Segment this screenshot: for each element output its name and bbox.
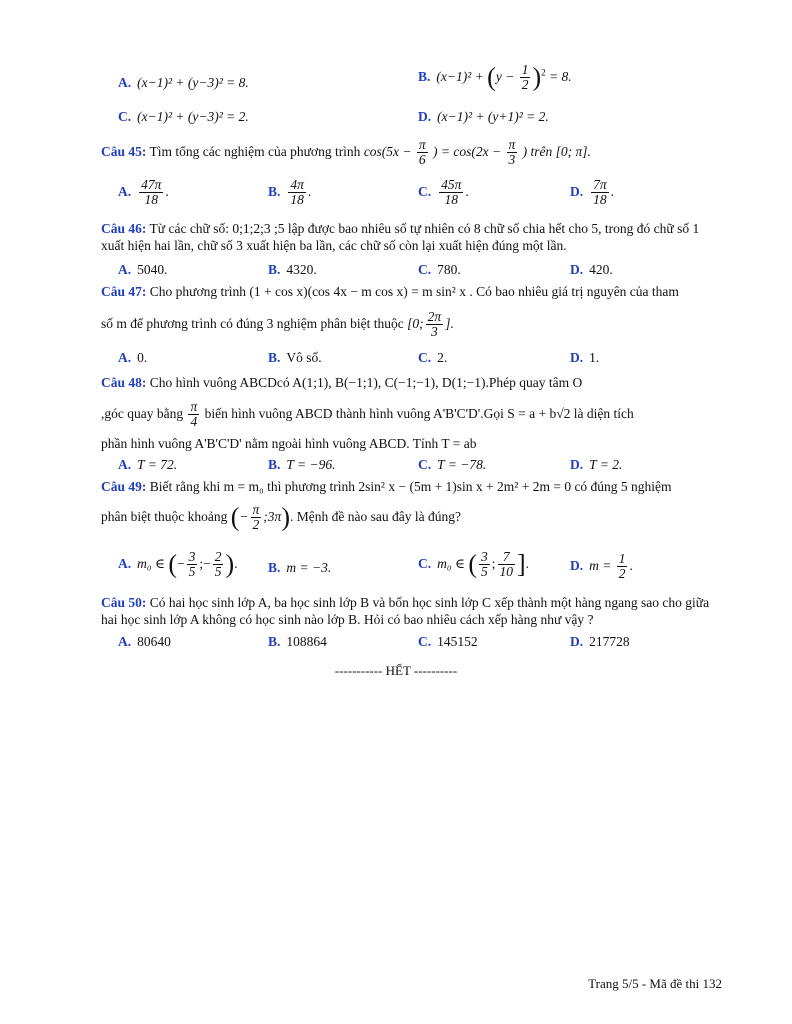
q47-option-d-text: 1. <box>589 350 600 365</box>
q48-option-d-text: T = 2. <box>589 457 623 472</box>
q48-text2b: biến hình vuông ABCD thành hình vuông A'B'C'D'.Gọi S = a + b√2 là diện tích <box>204 405 634 421</box>
q46-option-c-text: 780. <box>437 262 461 277</box>
q47-option-b-label: B. <box>268 350 281 365</box>
q46-option-c <box>418 262 461 278</box>
q44-option-c-text: (x−1)² + (y−3)² = 2. <box>137 109 249 124</box>
q48-label: Câu 48: <box>101 375 147 390</box>
q50-option-b-label: B. <box>268 634 281 649</box>
q49-text2b: . Mệnh đề nào sau đây là đúng? <box>289 508 461 524</box>
q49-c-n1: 3 <box>480 549 488 564</box>
q47-text1: Cho phương trình (1 + cos x)(cos 4x − m cos x) = m sin² x . Có bao nhiêu giá trị nguyên của tham <box>149 284 679 299</box>
q50-option-a <box>118 634 171 650</box>
q50-option-d-label: D. <box>570 634 584 649</box>
q45-eq-mid: ) = cos(2x − <box>433 143 502 159</box>
q49-option-c-label: C. <box>418 555 432 571</box>
q48-stem-line3 <box>101 436 722 452</box>
q46-option-d-label: D. <box>570 262 584 277</box>
q47-interval-right: ]. <box>445 315 454 331</box>
q47-option-b <box>268 350 322 366</box>
q50-stem <box>101 594 721 628</box>
q49-c-d2: 10 <box>499 564 513 580</box>
q45-option-c-num: 45π <box>441 177 462 192</box>
q49-option-c: C. m₀ ∈ ( $\frac{3}{5}$ ; $\frac{7}{10}$ ]. <box>418 549 530 580</box>
q49-stem-line1 <box>101 479 722 495</box>
q48-option-b-text: T = −96. <box>286 457 336 472</box>
q45-option-d-label: D. <box>570 183 584 199</box>
q48-stem-line2 <box>101 400 722 429</box>
q49-option-d-pre: m = <box>589 557 612 573</box>
q45-option-d: D. $\frac{7\pi}{18}$ . <box>570 177 615 208</box>
q46-label: Câu 46: <box>101 221 147 236</box>
q46-option-b-label: B. <box>268 262 281 277</box>
q49-c-post: . <box>525 555 530 571</box>
q46-option-d-text: 420. <box>589 262 613 277</box>
q47-interval-den: 3 <box>431 324 438 340</box>
q49-d-n1: 1 <box>618 551 626 566</box>
q48-option-d <box>570 457 622 473</box>
q49-option-a-label: A. <box>118 555 132 571</box>
q45-option-d-den: 18 <box>593 192 607 208</box>
q48-option-b <box>268 457 336 473</box>
q45-option-d-num: 7π <box>593 177 607 192</box>
q47-stem-line1 <box>101 284 722 300</box>
q45-option-a-label: A. <box>118 183 132 199</box>
q45-option-a-den: 18 <box>144 192 158 208</box>
q47-text2: số m để phương trình có đúng 3 nghiệm phân biệt thuộc <box>101 315 404 331</box>
q49-option-b <box>268 560 331 576</box>
q48-text1: Cho hình vuông ABCDcó A(1;1), B(−1;1), C(−1;−1), D(1;−1).Phép quay tâm O <box>149 375 583 390</box>
q44-b-frac-num: 1 <box>521 62 529 77</box>
q49-stem-line2: phân biệt thuộc khoảng (− $\frac{\pi}{2}$ ;3π). Mệnh đề nào sau đây là đúng? <box>101 502 461 533</box>
q45-eq-right: ) trên [0; π]. <box>522 143 591 159</box>
q45-option-b: B. $\frac{4\pi}{18}$ . <box>268 177 312 208</box>
q46-text: Từ các chữ số: 0;1;2;3 ;5 lập được bao nhiêu số tự nhiên có 8 chữ số chia hết cho 5, trong đó chữ số 1 xuất hiện hai lần, chữ số 3 xuất hiện ba lần, các chữ số còn lại xuất hiện đúng một lần. <box>101 221 700 253</box>
q46-stem <box>101 220 721 254</box>
q46-option-d <box>570 262 613 278</box>
q49-label: Câu 49: <box>101 479 147 494</box>
q48-option-b-label: B. <box>268 457 281 472</box>
q44-option-c: C. (x−1)² + (y−3)² = 2. <box>118 109 249 124</box>
q45-text: Tìm tổng các nghiệm của phương trình <box>149 143 361 159</box>
q49-a-n1: 3 <box>188 549 196 564</box>
q49-text1: Biết rằng khi m = m₀ thì phương trình 2sin² x − (5m + 1)sin x + 2m² + 2m = 0 có đúng 5 nghiệm <box>149 479 672 494</box>
q45-option-a: A. $\frac{47\pi}{18}$ . <box>118 177 169 208</box>
q44-option-a-text: (x−1)² + (y−3)² = 8. <box>137 75 249 90</box>
q44-option-b-pre: (x−1)² + <box>436 68 484 84</box>
q45-frac2-den: 3 <box>508 152 516 168</box>
q47-option-c-text: 2. <box>437 350 448 365</box>
q49-text2a: phân biệt thuộc khoảng <box>101 508 228 524</box>
q48-option-a <box>118 457 177 473</box>
q47-stem-line2 <box>101 310 722 339</box>
q44-option-d-text: (x−1)² + (y+1)² = 2. <box>437 109 549 124</box>
q48-option-d-label: D. <box>570 457 584 472</box>
q50-option-c-label: C. <box>418 634 432 649</box>
q44-option-b-post: = 8. <box>548 68 572 84</box>
q48-option-a-text: T = 72. <box>137 457 178 472</box>
q46-option-a-text: 5040. <box>137 262 168 277</box>
q45-option-a-num: 47π <box>141 177 162 192</box>
q48-option-c-label: C. <box>418 457 432 472</box>
q49-a-post: . <box>234 555 238 571</box>
q45-option-c-label: C. <box>418 183 432 199</box>
page-footer: Trang 5/5 - Mã đề thi 132 <box>588 976 722 991</box>
q45-stem <box>101 138 722 167</box>
q49-option-d <box>570 552 633 581</box>
q48-option-c <box>418 457 486 473</box>
q49-interval-rest: ;3π <box>263 508 282 524</box>
q48-text2a: ,góc quay bằng <box>101 405 184 421</box>
q45-eq-left: cos(5x − <box>363 143 412 159</box>
q50-option-d <box>570 634 630 650</box>
q47-option-a-label: A. <box>118 350 132 365</box>
q50-option-a-text: 80640 <box>137 634 171 649</box>
q47-option-d <box>570 350 599 366</box>
q45-option-b-num: 4π <box>290 177 304 192</box>
q48-angle-den: 4 <box>190 414 198 430</box>
q50-option-c <box>418 634 478 650</box>
q50-text: Có hai học sinh lớp A, ba học sinh lớp B và bốn học sinh lớp C xếp thành một hàng ngang sao cho giữa hai học sinh lớp A không có học sinh nào lớp B. Hỏi có bao nhiêu cách xếp hàng như vậy ? <box>101 595 710 627</box>
q49-option-a-pre: m₀ ∈ <box>137 555 165 571</box>
end-mark: ----------- HẾT ---------- <box>334 663 458 678</box>
q47-label: Câu 47: <box>101 284 147 299</box>
q50-option-a-label: A. <box>118 634 132 649</box>
q50-option-b <box>268 634 327 650</box>
q45-option-b-label: B. <box>268 183 281 199</box>
q49-option-a: A. m₀ ∈ (− $\frac{3}{5}$ ;− $\frac{2}{5}$ ). <box>118 549 238 580</box>
q50-label: Câu 50: <box>101 595 147 610</box>
q47-option-a <box>118 350 147 366</box>
q44-option-b: B. (x−1)² + (y − $\frac{1}{2}$ )$^2$ = 8. <box>418 62 572 93</box>
q49-option-d-label: D. <box>570 557 584 573</box>
q46-option-b <box>268 262 317 278</box>
q45-option-c-den: 18 <box>444 192 458 208</box>
q48-option-a-label: A. <box>118 457 132 472</box>
q48-angle-num: π <box>190 399 198 414</box>
q48-option-c-text: T = −78. <box>437 457 487 472</box>
q47-interval-left: [0; <box>407 315 424 331</box>
q49-a-d1: 5 <box>188 564 196 580</box>
q46-option-a-label: A. <box>118 262 132 277</box>
q45-label: Câu 45: <box>101 143 147 159</box>
q49-interval-den: 2 <box>252 517 260 533</box>
q48-stem-line1 <box>101 375 722 391</box>
q46-option-b-text: 4320. <box>286 262 317 277</box>
q47-option-b-text: Vô số. <box>286 350 322 365</box>
q47-option-d-label: D. <box>570 350 584 365</box>
q45-option-c: C. $\frac{45\pi}{18}$ . <box>418 177 469 208</box>
q45-frac2-num: π <box>508 137 516 152</box>
q49-d-post: . <box>629 557 633 573</box>
q44-option-d: D. (x−1)² + (y+1)² = 2. <box>418 109 549 124</box>
q49-a-d2: 5 <box>214 564 222 580</box>
q50-option-c-text: 145152 <box>437 634 478 649</box>
q45-frac1-den: 6 <box>418 152 426 168</box>
q49-c-n2: 7 <box>498 550 516 565</box>
q44-option-a: A. (x−1)² + (y−3)² = 8. <box>118 75 249 90</box>
q48-text3: phần hình vuông A'B'C'D' nằm ngoài hình vuông ABCD. Tính T = ab <box>101 436 477 451</box>
q49-option-b-label: B. <box>268 560 281 575</box>
q47-option-c-label: C. <box>418 350 432 365</box>
q44-b-frac-den: 2 <box>521 77 529 93</box>
q50-option-d-text: 217728 <box>589 634 630 649</box>
q47-interval-num: 2π <box>427 309 442 324</box>
q49-option-c-pre: m₀ ∈ <box>437 555 465 571</box>
q50-option-b-text: 108864 <box>286 634 327 649</box>
q45-frac1-num: π <box>418 137 426 152</box>
q49-option-b-text: m = −3. <box>286 560 332 575</box>
q46-option-c-label: C. <box>418 262 432 277</box>
q49-interval-num: π <box>252 502 260 517</box>
q45-option-b-den: 18 <box>290 192 304 208</box>
q49-a-n2: 2 <box>214 549 222 564</box>
q49-d-d1: 2 <box>618 566 626 582</box>
q47-option-a-text: 0. <box>137 350 148 365</box>
q47-option-c <box>418 350 447 366</box>
q49-c-d1: 5 <box>480 564 488 580</box>
q46-option-a <box>118 262 168 278</box>
